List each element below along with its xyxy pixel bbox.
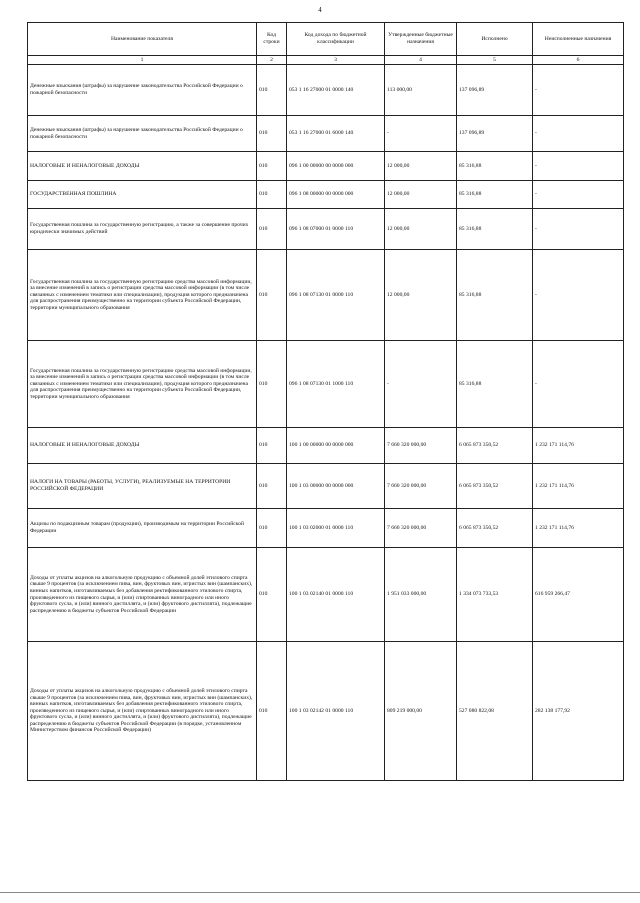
unexecuted-amount: 616 959 266,47	[533, 548, 624, 642]
approved-amount: 7 660 320 000,00	[385, 509, 457, 548]
indicator-name: Денежные взыскания (штрафы) за нарушение законодательства Российской Федерации о пожарной безопасности	[28, 65, 257, 116]
line-code: 010	[257, 116, 287, 152]
unexecuted-amount: -	[533, 341, 624, 428]
table-row	[28, 181, 624, 209]
unexecuted-amount: 1 232 171 114,76	[533, 509, 624, 548]
budget-execution-table	[27, 22, 624, 781]
income-code: 053 1 16 27000 01 0000 140	[287, 65, 385, 116]
income-code: 100 1 03 02142 01 0000 110	[287, 642, 385, 781]
table-row	[28, 116, 624, 152]
income-code: 096 1 08 07000 01 0000 110	[287, 209, 385, 250]
executed-amount: 6 065 873 350,52	[457, 509, 533, 548]
income-code: 100 1 03 02140 01 0000 110	[287, 548, 385, 642]
indicator-name: Государственная пошлина за государственную регистрацию средства массовой информации, за внесение изменений в запись о регистрации средства массовой информации (в том числе связанных с изменением тематики или специализации), продукция которого предназначена для распространения преимущественно на территории субъекта Российской Федерации, территории муниципального образования	[28, 341, 257, 428]
indicator-name: Государственная пошлина за государственную регистрацию средства массовой информации, за внесение изменений в запись о регистрации средства массовой информации (в том числе связанных с изменением тематики или специализации), продукция которого предназначена для распространения преимущественно на территории субъекта Российской Федерации, территории муниципального образования	[28, 250, 257, 341]
page-number: 4	[318, 6, 322, 14]
line-code: 010	[257, 65, 287, 116]
approved-amount: 12 000,00	[385, 181, 457, 209]
income-code: 096 1 08 07130 01 1000 110	[287, 341, 385, 428]
approved-amount: -	[385, 341, 457, 428]
table-row	[28, 509, 624, 548]
column-number: 1	[28, 56, 257, 65]
table-row	[28, 428, 624, 464]
unexecuted-amount: -	[533, 152, 624, 181]
executed-amount: 85 316,88	[457, 341, 533, 428]
executed-amount: 85 316,88	[457, 181, 533, 209]
column-number: 2	[257, 56, 287, 65]
income-code: 096 1 00 00000 00 0000 000	[287, 152, 385, 181]
executed-amount: 85 316,88	[457, 152, 533, 181]
line-code: 010	[257, 464, 287, 509]
unexecuted-amount: 282 138 177,92	[533, 642, 624, 781]
approved-amount: -	[385, 116, 457, 152]
column-number: 6	[533, 56, 624, 65]
indicator-name: НАЛОГОВЫЕ И НЕНАЛОГОВЫЕ ДОХОДЫ	[28, 152, 257, 181]
header-approved: Утвержденные бюджетные назначения	[385, 23, 457, 56]
header-row	[28, 23, 624, 56]
unexecuted-amount: 1 232 171 114,76	[533, 464, 624, 509]
indicator-name: НАЛОГИ НА ТОВАРЫ (РАБОТЫ, УСЛУГИ), РЕАЛИЗУЕМЫЕ НА ТЕРРИТОРИИ РОССИЙСКОЙ ФЕДЕРАЦИИ	[28, 464, 257, 509]
unexecuted-amount: 1 232 171 114,76	[533, 428, 624, 464]
indicator-name: Акцизы по подакцизным товарам (продукции), производимым на территории Российской Федерации	[28, 509, 257, 548]
indicator-name: Доходы от уплаты акцизов на алкогольную продукцию с объемной долей этилового спирта свыше 9 процентов (за исключением пива, вин, фруктовых вин, игристых вин (шампанских), винных напитков, изготавливаемых без добавления ректификованного этилового спирта, произведенного из пищевого сырья, и (или) спиртованных виноградного или иного фруктового сусла, и (или) винного дистиллята, и (или) фруктового дистиллята), подлежащие распределению в бюджеты субъектов Российской Федерации	[28, 548, 257, 642]
table-row	[28, 464, 624, 509]
header-unexecuted: Неисполненные назначения	[533, 23, 624, 56]
column-number: 4	[385, 56, 457, 65]
approved-amount: 113 000,00	[385, 65, 457, 116]
indicator-name: Государственная пошлина за государственную регистрацию, а также за совершение прочих юридически значимых действий	[28, 209, 257, 250]
table-row	[28, 548, 624, 642]
page-bottom-rule	[0, 892, 640, 893]
indicator-name: ГОСУДАРСТВЕННАЯ ПОШЛИНА	[28, 181, 257, 209]
approved-amount: 12 000,00	[385, 250, 457, 341]
approved-amount: 7 660 320 000,00	[385, 428, 457, 464]
column-number: 5	[457, 56, 533, 65]
approved-amount: 7 660 320 000,00	[385, 464, 457, 509]
unexecuted-amount: -	[533, 250, 624, 341]
indicator-name: Денежные взыскания (штрафы) за нарушение законодательства Российской Федерации о пожарной безопасности	[28, 116, 257, 152]
column-number: 3	[287, 56, 385, 65]
line-code: 010	[257, 509, 287, 548]
executed-amount: 6 065 873 350,52	[457, 428, 533, 464]
approved-amount: 12 000,00	[385, 152, 457, 181]
indicator-name: НАЛОГОВЫЕ И НЕНАЛОГОВЫЕ ДОХОДЫ	[28, 428, 257, 464]
executed-amount: 137 096,89	[457, 65, 533, 116]
table-row	[28, 65, 624, 116]
table-row	[28, 209, 624, 250]
line-code: 010	[257, 428, 287, 464]
unexecuted-amount: -	[533, 181, 624, 209]
executed-amount: 85 316,88	[457, 209, 533, 250]
income-code: 096 1 08 00000 00 0000 000	[287, 181, 385, 209]
approved-amount: 809 219 000,00	[385, 642, 457, 781]
table-row	[28, 152, 624, 181]
column-number-row	[28, 56, 624, 65]
executed-amount: 137 096,89	[457, 116, 533, 152]
unexecuted-amount: -	[533, 209, 624, 250]
line-code: 010	[257, 548, 287, 642]
income-code: 100 1 03 00000 00 0000 000	[287, 464, 385, 509]
line-code: 010	[257, 152, 287, 181]
header-income-code: Код дохода по бюджетной классификации	[287, 23, 385, 56]
table-row	[28, 642, 624, 781]
approved-amount: 12 000,00	[385, 209, 457, 250]
unexecuted-amount: -	[533, 65, 624, 116]
line-code: 010	[257, 209, 287, 250]
executed-amount: 85 316,88	[457, 250, 533, 341]
executed-amount: 527 080 822,08	[457, 642, 533, 781]
header-line-code: Код строки	[257, 23, 287, 56]
table-row	[28, 341, 624, 428]
income-code: 096 1 08 07130 01 0000 110	[287, 250, 385, 341]
indicator-name: Доходы от уплаты акцизов на алкогольную продукцию с объемной долей этилового спирта свыше 9 процентов (за исключением пива, вин, фруктовых вин, игристых вин (шампанских), винных напитков, изготавливаемых без добавления ректификованного этилового спирта, произведенного из пищевого сырья, и (или) спиртованных виноградного или иного фруктового сусла, и (или) винного дистиллята, и (или) фруктового дистиллята), подлежащие распределению в бюджеты субъектов Российской Федерации (в порядке, установленном Министерством финансов Российской Федерации)	[28, 642, 257, 781]
line-code: 010	[257, 341, 287, 428]
header-executed: Исполнено	[457, 23, 533, 56]
executed-amount: 1 334 073 733,53	[457, 548, 533, 642]
header-indicator-name: Наименование показателя	[28, 23, 257, 56]
income-code: 100 1 00 00000 00 0000 000	[287, 428, 385, 464]
income-code: 100 1 03 02000 01 0000 110	[287, 509, 385, 548]
table-row	[28, 250, 624, 341]
income-code: 053 1 16 27000 01 6000 140	[287, 116, 385, 152]
line-code: 010	[257, 181, 287, 209]
executed-amount: 6 065 873 350,52	[457, 464, 533, 509]
line-code: 010	[257, 250, 287, 341]
unexecuted-amount: -	[533, 116, 624, 152]
line-code: 010	[257, 642, 287, 781]
approved-amount: 1 951 033 000,00	[385, 548, 457, 642]
